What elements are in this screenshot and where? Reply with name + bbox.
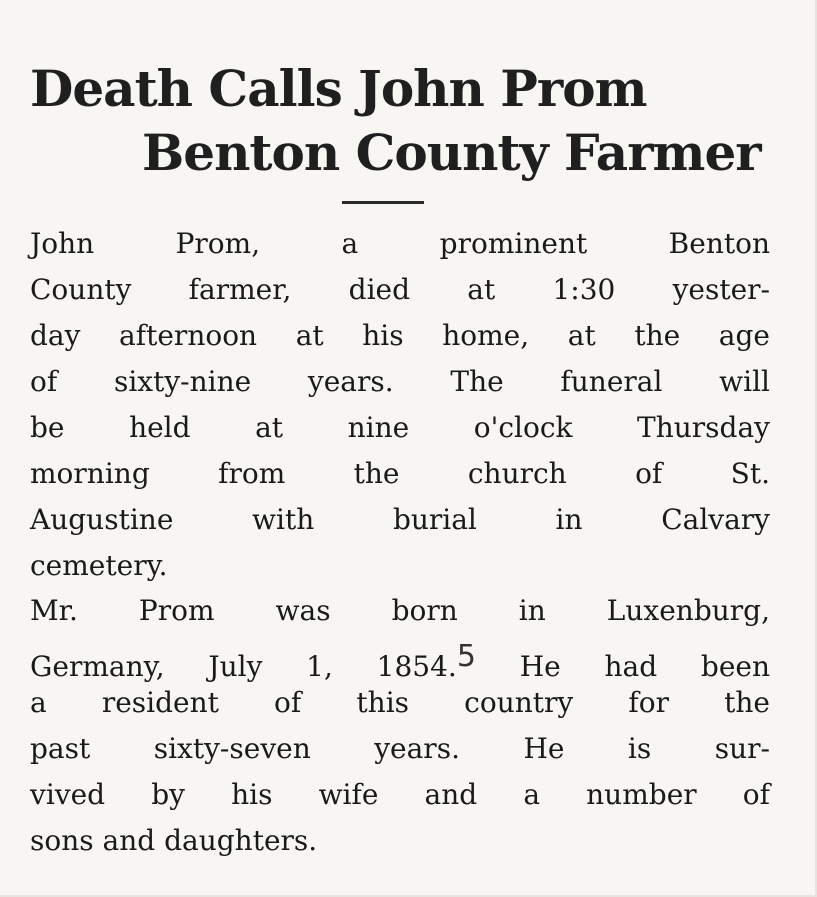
paragraph-line: vived by his wife and a number of — [30, 778, 770, 811]
paragraph-line: a resident of this country for the — [30, 686, 770, 719]
paragraph-2 — [30, 588, 770, 864]
paragraph-line: cemetery. — [30, 549, 168, 582]
paragraph-line: past sixty-seven years. He is sur- — [30, 732, 770, 765]
paragraph-line: County farmer, died at 1:30 yester- — [30, 273, 770, 306]
paragraph-line: Mr. Prom was born in Luxenburg, — [30, 594, 770, 627]
handwritten-correction: 5 — [456, 639, 476, 674]
paragraph-1 — [30, 221, 770, 589]
paragraph-line: morning from the church of St. — [30, 457, 770, 490]
headline-line-2: Benton County Farmer — [142, 123, 761, 182]
paragraph-line-with-correction — [30, 634, 770, 683]
paragraph-line: sons and daughters. — [30, 824, 318, 857]
headline-line-1: Death Calls John Prom — [30, 59, 647, 118]
paragraph-line-tail: He had been — [475, 650, 770, 683]
paragraph-line: Augustine with burial in Calvary — [30, 503, 770, 536]
birth-date-text: Germany, July 1, 1854. — [30, 650, 457, 683]
paragraph-line: John Prom, a prominent Benton — [30, 227, 770, 260]
headline-divider — [342, 201, 424, 204]
paragraph-line: day afternoon at his home, at the age — [30, 319, 770, 352]
paragraph-line: of sixty-nine years. The funeral will — [30, 365, 770, 398]
paragraph-line: be held at nine o'clock Thursday — [30, 411, 770, 444]
